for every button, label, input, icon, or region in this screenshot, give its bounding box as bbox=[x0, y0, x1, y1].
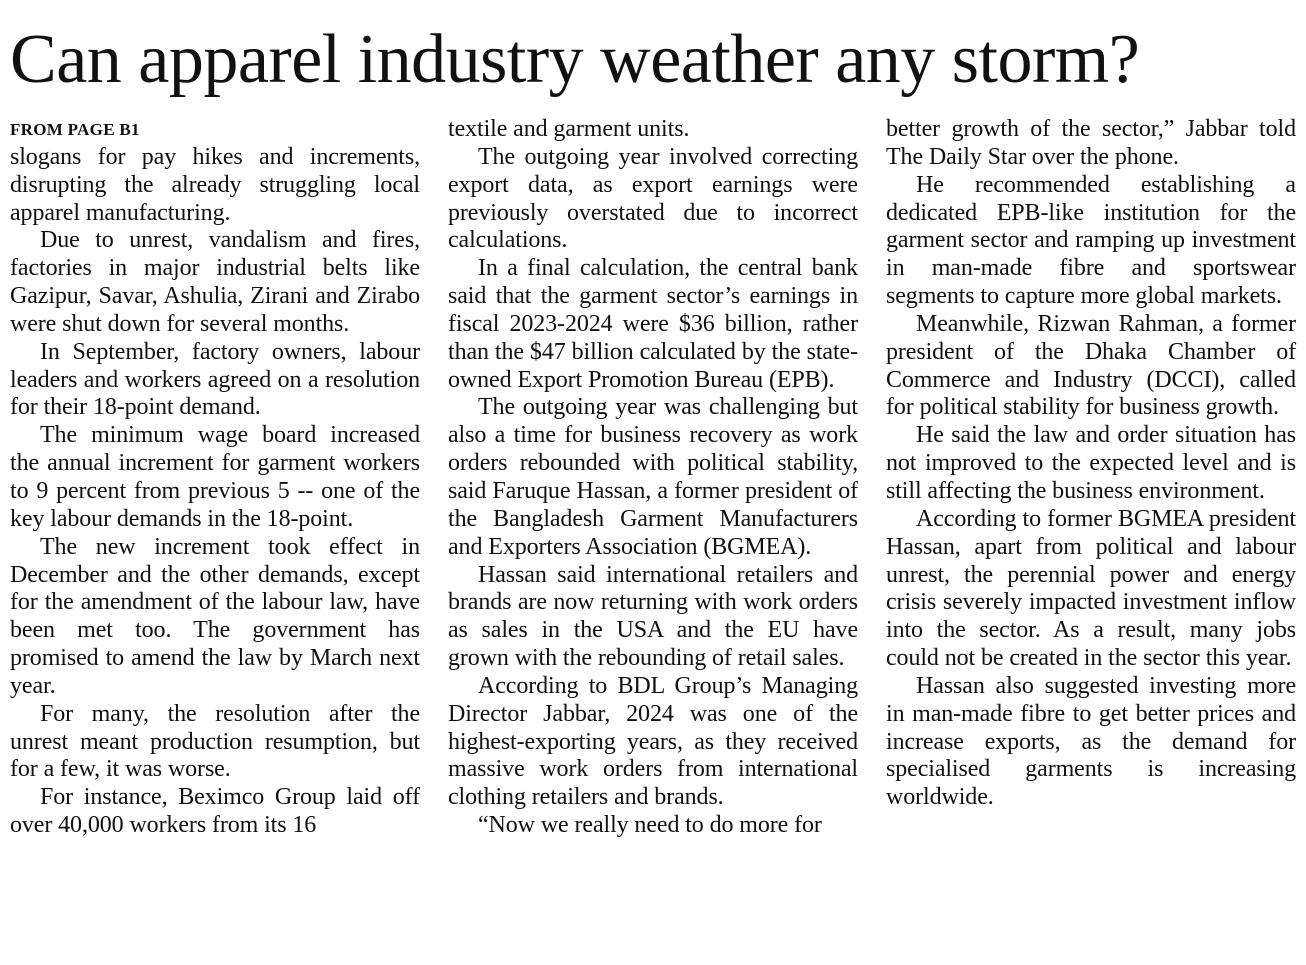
article-column-1 bbox=[10, 116, 420, 840]
paragraph: According to BDL Group’s Managing Director Jabbar, 2024 was one of the highest-exporting years, as they received massive work orders from international clothing retailers and brands. bbox=[448, 672, 858, 811]
paragraph: Hassan also suggested investing more in man-made fibre to get better prices and increase exports, as the demand for specialised garments is increasing worldwide. bbox=[886, 672, 1296, 811]
paragraph: For instance, Beximco Group laid off over 40,000 workers from its 16 bbox=[10, 784, 420, 839]
paragraph: Meanwhile, Rizwan Rahman, a former president of the Dhaka Chamber of Commerce and Industry (DCCI), called for political stability for business growth. bbox=[886, 310, 1296, 421]
paragraph: The outgoing year involved correcting export data, as export earnings were previously overstated due to incorrect calculations. bbox=[448, 143, 858, 254]
paragraph: Hassan said international retailers and brands are now returning with work orders as sales in the USA and the EU have grown with the rebounding of retail sales. bbox=[448, 561, 858, 672]
paragraph: In a final calculation, the central bank said that the garment sector’s earnings in fiscal 2023-2024 were $36 billion, rather than the $47 billion calculated by the state-owned Export Promotion Bureau (EPB). bbox=[448, 255, 858, 393]
paragraph: slogans for pay hikes and increments, disrupting the already struggling local apparel manufacturing. bbox=[10, 143, 420, 226]
article-column-3 bbox=[886, 116, 1296, 812]
paragraph: “Now we really need to do more for bbox=[478, 812, 822, 839]
paragraph: In September, factory owners, labour leaders and workers agreed on a resolution for their 18-point demand. bbox=[10, 338, 420, 421]
paragraph: The minimum wage board increased the annual increment for garment workers to 9 percent from previous 5 -- one of the key labour demands in the 18-point. bbox=[10, 422, 420, 532]
paragraph: The outgoing year was challenging but also a time for business recovery as work orders rebounded with political stability, said Faruque Hassan, a former president of the Bangladesh Garment Manufacturers and Exporters Association (BGMEA). bbox=[448, 394, 858, 560]
headline: Can apparel industry weather any storm? bbox=[10, 21, 1140, 98]
paragraph: textile and garment units. bbox=[448, 116, 690, 142]
paragraph: Due to unrest, vandalism and fires, factories in major industrial belts like Gazipur, Savar, Ashulia, Zirani and Zirabo were shut down for several months. bbox=[10, 227, 420, 337]
paragraph: According to former BGMEA president Hassan, apart from political and labour unrest, the perennial power and energy crisis severely impacted investment inflow into the sector. As a result, many jobs could not be created in the sector this year. bbox=[886, 505, 1296, 672]
paragraph: The new increment took effect in December and the other demands, except for the amendment of the labour law, have been met too. The government has promised to amend the law by March next year. bbox=[10, 533, 420, 699]
paragraph: He recommended establishing a dedicated EPB-like institution for the garment sector and ramping up investment in man-made fibre and sportswear segments to capture more global markets. bbox=[886, 171, 1296, 310]
article-column-2 bbox=[448, 116, 858, 840]
paragraph: He said the law and order situation has not improved to the expected level and is still affecting the business environment. bbox=[886, 422, 1296, 504]
paragraph: better growth of the sector,” Jabbar told The Daily Star over the phone. bbox=[886, 116, 1296, 170]
paragraph: For many, the resolution after the unrest meant production resumption, but for a few, it was worse. bbox=[10, 700, 420, 783]
continued-from-kicker: FROM PAGE B1 bbox=[10, 120, 140, 139]
